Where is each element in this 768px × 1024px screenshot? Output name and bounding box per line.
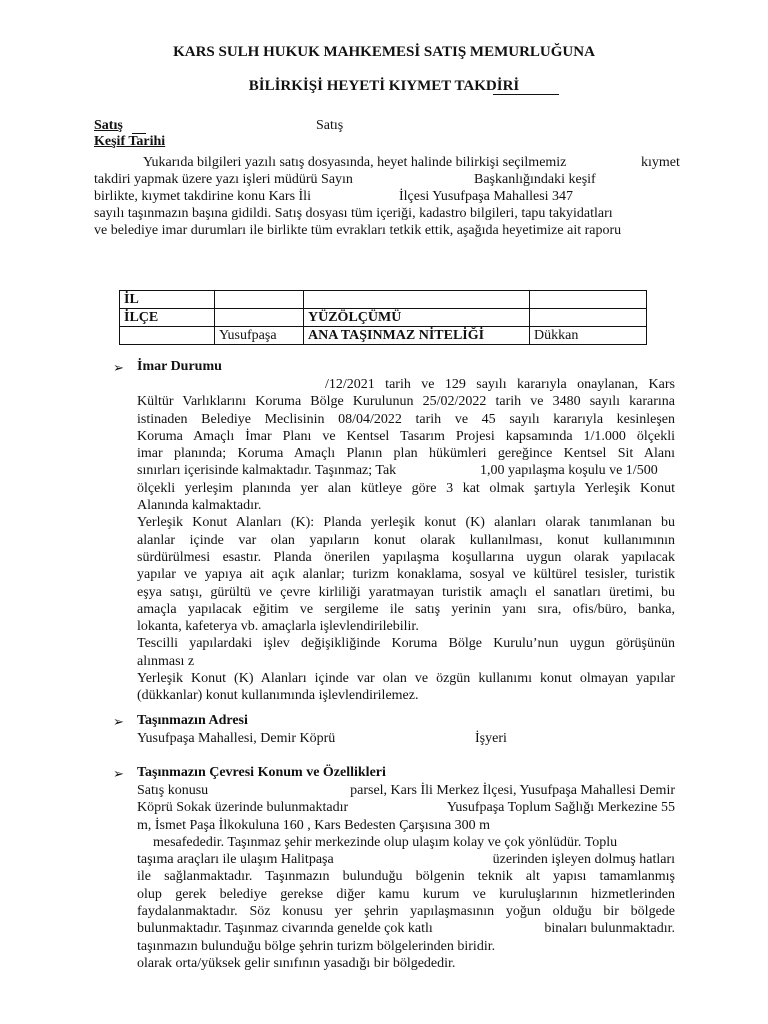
imar-line: alınması z (137, 653, 195, 669)
imar-line: Alanında kalmaktadır. (137, 498, 262, 514)
table-cell-yuzolcumu: YÜZÖLÇÜMÜ (304, 309, 530, 327)
imar-line: ölçekli yerleşim planında yer alan kütleye göre 3 kat olmak şartıyla Yerleşik Konut (137, 480, 675, 496)
table-row (120, 291, 647, 309)
cevre-line: mesafededir. Taşınmaz şehir merkezinde olup ulaşım kolay ve çok yönlüdür. Toplu (153, 834, 618, 850)
cevre-line: olarak orta/yüksek gelir sınıfının yasadığı bir bölgededir. (137, 955, 456, 971)
cevre-line: Köprü Sokak üzerinde bulunmaktadır Yusufpaşa Toplum Sağlığı Merkezine 55 (137, 800, 675, 816)
imar-line: sınırları içerisinde kalmaktadır. Taşınmaz; Tak 1,00 yapılaşma koşulu ve 1/500 (137, 463, 658, 479)
intro-line-5: ve belediye imar durumları ile birlikte tüm evrakları tetkik ettik, aşağıda heyetimize ait raporu (94, 223, 622, 238)
cevre-line: faydalanmaktadır. Söz konusu yer şehrin yapılaşmasının yoğun olduğu bir bölgede (137, 904, 675, 920)
adres-type: İşyeri (475, 731, 507, 746)
title-underline (493, 94, 559, 95)
intro-line-2b: Başkanlığındaki keşif (474, 172, 596, 187)
imar-line: Tescilli yapılardaki işlev değişikliğinde Koruma Bölge Kurulu’nun uygun görüşünün (137, 636, 675, 652)
table-cell-empty (304, 291, 530, 309)
imar-line: alanlar içinde var olan yapıların konut olarak kullanılması, konut kullanımının (137, 532, 675, 548)
bullet-arrow-icon: ➢ (113, 766, 124, 781)
table-cell-nitelik-label: ANA TAŞINMAZ NİTELİĞİ (304, 327, 530, 345)
table-row (120, 309, 647, 327)
intro-line-3b: İlçesi Yusufpaşa Mahallesi 347 (399, 189, 574, 204)
kesif-tarihi-label: Keşif Tarihi (94, 134, 166, 149)
court-title: KARS SULH HUKUK MAHKEMESİ SATIŞ MEMURLUĞUNA (173, 44, 595, 60)
bullet-arrow-icon: ➢ (113, 714, 124, 729)
adres-heading: Taşınmazın Adresi (137, 713, 248, 728)
imar-line: yapılar ve yapıya ait açık alanlar; turizm konaklama, sosyal ve kültürel tesisler, turistik (137, 567, 675, 583)
bullet-arrow-icon: ➢ (113, 360, 124, 375)
imar-line: amaçla yapılacak eğitim ve sergileme ile satış yerinin yanı sıra, ofis/büro, banka, (137, 601, 675, 617)
intro-line-2a: takdiri yapmak üzere yazı işleri müdürü Sayın (94, 172, 353, 187)
cevre-line: Satış konusu parsel, Kars İli Merkez İlçesi, Yusufpaşa Mahallesi Demir (137, 783, 675, 798)
table-cell-ilce: İLÇE (120, 309, 215, 327)
cevre-line: bulunmaktadır. Taşınmaz civarında genelde çok katlı binaları bulunmaktadır. (137, 921, 675, 937)
imar-line: Koruma Amaçlı İmar Planı ve Kentsel Tasarım Projesi kapsamında 1/1.000 ölçekli (137, 428, 675, 444)
imar-line: eşya satışı, gürültü ve çevre kirliliği yaratmayan turistik amaçlı el sanatları üretimi, bu (137, 584, 675, 600)
intro-line-4: sayılı taşınmazın başına gidildi. Satış dosyası tüm içeriği, kadastro bilgileri, tapu takyidatları (94, 206, 613, 221)
table-cell-empty (530, 309, 647, 327)
imar-line: /12/2021 tarih ve 129 sayılı kararıyla onaylanan, Kars (325, 377, 675, 392)
table-row (120, 327, 647, 345)
imar-line: Kültür Varlıklarını Koruma Bölge Kurulunun 25/02/2022 tarih ve 3480 sayılı kararına (137, 394, 675, 410)
intro-line-1a: Yukarıda bilgileri yazılı satış dosyasında, heyet halinde bilirkişi seçilmemiz (143, 155, 567, 170)
table-cell-empty (215, 291, 304, 309)
imar-line: (dükkanlar) konut kullanımında işlevlendirilemez. (137, 688, 419, 704)
imar-line: Yerleşik Konut Alanları (K): Planda yerleşik konut (K) alanları olarak tanımlanan bu (137, 515, 675, 531)
table-cell-empty (530, 291, 647, 309)
imar-line: lokanta, kafeterya vb. amaçlarla işlevlendirilebilir. (137, 619, 419, 635)
imar-line: imar planında; Koruma Amaçlı Planın plan hükümleri gereğince Kentsel Sit Alanı (137, 446, 675, 462)
report-title: BİLİRKİŞİ HEYETİ KIYMET TAKDİRİ (248, 78, 520, 94)
satis-label-underline-ext (132, 118, 146, 134)
table-cell-empty (120, 327, 215, 345)
table-cell-mahalle: Yusufpaşa (215, 327, 304, 345)
cevre-heading: Taşınmazın Çevresi Konum ve Özellikleri (137, 765, 386, 780)
imar-heading: İmar Durumu (137, 359, 222, 374)
table-cell-empty (215, 309, 304, 327)
satis-label: Satış (94, 118, 123, 133)
satis-value: Satış (316, 118, 344, 133)
imar-line: Yerleşik Konut (K) Alanları içinde var olan ve özgün kullanımı konut olmayan yapılar (137, 671, 675, 687)
imar-line: istinaden Belediye Meclisinin 08/04/2022 tarih ve 45 sayılı kararıyla kesinleşen (137, 411, 675, 427)
cevre-line: taşıma araçları ile ulaşım Halitpaşa üzerinden işleyen dolmuş hatları (137, 852, 675, 868)
cevre-body (137, 782, 675, 972)
cevre-line: taşınmazın bulunduğu bölge şehrin turizm bölgelerinden biridir. (137, 938, 496, 954)
cevre-line: olup gerek belediye gerekse diğer kamu kurum ve kuruluşlarının hizmetlerinden (137, 886, 675, 902)
table-cell-il: İL (120, 291, 215, 309)
property-info-table (119, 290, 647, 345)
table-cell-nitelik-value: Dükkan (530, 327, 647, 345)
intro-line-1b: kıymet (641, 155, 680, 170)
imar-line: sürdürülmesi esastır. Planda önerilen yapılaşma koşullarına uygun olarak yapılacak (137, 549, 675, 565)
imar-body (137, 376, 675, 705)
cevre-line: m, İsmet Paşa İlkokuluna 160 , Kars Bedesten Çarşısına 300 m (137, 817, 491, 833)
intro-line-3a: birlikte, kıymet takdirine konu Kars İli (94, 189, 311, 204)
adres-value: Yusufpaşa Mahallesi, Demir Köprü (137, 731, 336, 746)
cevre-line: ile sağlanmaktadır. Taşınmazın bulunduğu bölgenin teknik alt yapısı tamamlanmış (137, 869, 675, 885)
